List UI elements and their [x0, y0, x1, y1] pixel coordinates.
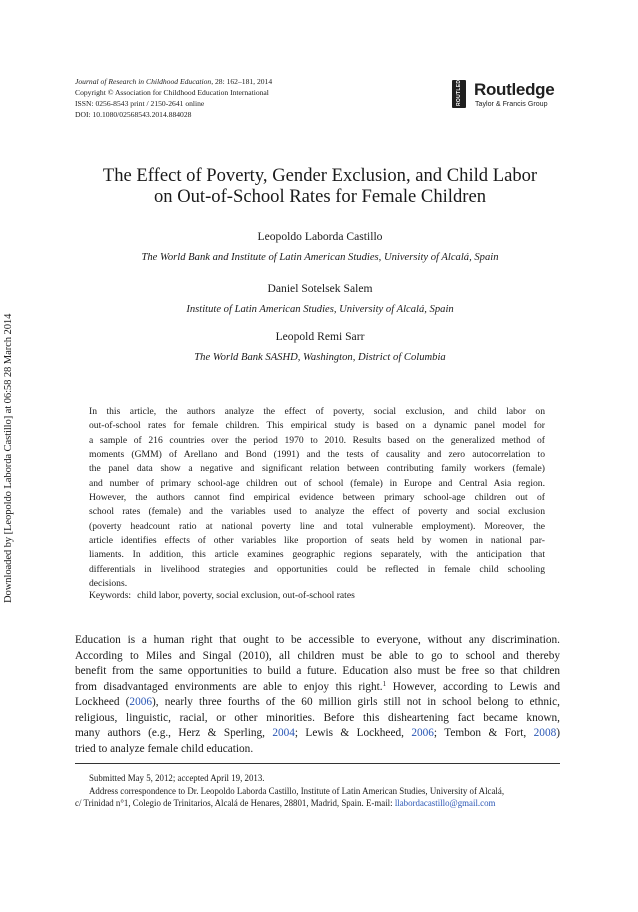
title-line: The Effect of Poverty, Gender Exclusion, and Child Labor	[102, 165, 538, 186]
author-affiliation: The World Bank SASHD, Washington, District of Columbia	[194, 352, 446, 363]
body-line	[75, 680, 560, 696]
author-name: Leopold Remi Sarr	[275, 330, 365, 343]
body-line: tried to analyze female child education.	[75, 742, 254, 755]
email-link[interactable]: llabordacastillo@gmail.com	[394, 798, 496, 809]
citation-link[interactable]: 2004	[272, 727, 295, 739]
abstract-line: and number of primary school-age children out of school (female) in Europe and Central Asia region.	[89, 477, 545, 489]
author-affiliation: Institute of Latin American Studies, University of Alcalá, Spain	[186, 304, 454, 315]
footnote	[75, 772, 560, 810]
body-line	[75, 695, 560, 711]
publisher-name: Routledge	[474, 80, 555, 99]
journal-copyright: Copyright © Association for Childhood Education International	[75, 87, 269, 97]
body-text: Lockheed (	[75, 696, 130, 708]
publisher-logo	[452, 71, 562, 112]
journal-name: Journal of Research in Childhood Education	[75, 77, 212, 86]
abstract-line: article identifies effects of other variables like proportion of seats held by women in national par-	[89, 535, 545, 547]
citation-link[interactable]: 2006	[411, 727, 434, 739]
abstract-line: the panel data show a negative and significant relation between contributing family workers (female)	[89, 463, 545, 475]
address-text: c/ Trinidad n°1, Colegio de Trinitarios, Alcalá de Henares, 28801, Madrid, Spain. E-mail:	[75, 798, 395, 809]
abstract-line: (poverty headcount ratio at national poverty line and total vulnerable employment). Moreover, the	[89, 520, 545, 532]
footnote-divider	[75, 763, 560, 764]
body-text: from disadvantaged environments are able to enjoy this right.	[75, 680, 383, 693]
citation-link[interactable]: 2008	[533, 727, 557, 739]
body-text: ), nearly three fourths of the 60 million girls still not in school belong to ethnic,	[152, 696, 560, 708]
abstract-line: However, the authors cannot find empirical evidence between primary school-age children out of	[89, 492, 545, 504]
article-title	[70, 165, 570, 207]
body-line: According to Miles and Singal (2010), all children must be able to go to school and thereby	[75, 649, 560, 662]
download-watermark: Downloaded by [Leopoldo Laborda Castillo] at 06:58 28 March 2014	[3, 313, 14, 603]
abstract-line: out-of-school rates for female children. This empirical study is based on a dynamic panel model for	[89, 420, 545, 432]
journal-info	[75, 77, 272, 121]
keywords-label: Keywords:	[89, 590, 132, 601]
title-line: on Out-of-School Rates for Female Children	[153, 186, 487, 207]
abstract-line: moments (GMM) of Arellano and Bond (1991) and the tests of causality and zero autocorrelation to	[89, 449, 545, 461]
abstract-line: a sample of 216 countries over the period 1970 to 2010. Results based on the generalized method of	[89, 434, 545, 446]
journal-doi: DOI: 10.1080/02568543.2014.884028	[75, 109, 192, 119]
abstract-line: In this article, the authors analyze the effect of poverty, social exclusion, and child labor on	[89, 406, 545, 417]
author-name: Daniel Sotelsek Salem	[267, 282, 373, 295]
submission-dates: Submitted May 5, 2012; accepted April 19, 2013.	[89, 773, 265, 783]
body-text: ; Lewis & Lockheed,	[294, 727, 412, 739]
body-text: However, according to Lewis and	[386, 680, 561, 693]
body-line	[75, 726, 560, 742]
body-line: religious, linguistic, racial, or other minorities. Before this disheartening fact became known,	[75, 711, 560, 724]
body-line: benefit from the same opportunities to build a future. Education also must be free so that children	[75, 665, 560, 677]
body-paragraph	[75, 633, 560, 757]
abstract-line: liaments. In addition, this article examines geographic regions separately, with the anticipation that	[89, 549, 545, 561]
body-text: )	[556, 727, 560, 739]
abstract-line: differentials in livelihood strategies and opportunities could be reflected in female child schooling	[89, 563, 545, 575]
correspondence-address	[75, 797, 560, 810]
journal-issue: , 28: 162–181, 2014	[211, 77, 273, 86]
author-affiliation: The World Bank and Institute of Latin American Studies, University of Alcalá, Spain	[141, 252, 499, 263]
body-text: ; Tembon & Fort,	[433, 727, 534, 739]
keywords-text: child labor, poverty, social exclusion, out-of-school rates	[137, 590, 355, 601]
logo-spine-text: ROUTLEDGE	[456, 71, 462, 106]
footnote-ref[interactable]: 1	[382, 679, 387, 688]
abstract-line: decisions.	[89, 578, 128, 590]
body-line: Education is a human right that ought to be accessible to everyone, without any discrimination.	[75, 634, 560, 646]
abstract-line: school rates (female) and the variables used to analyze the effect of poverty and social exclusion	[89, 506, 545, 518]
journal-issn: ISSN: 0256-8543 print / 2150-2641 online	[75, 98, 205, 108]
citation-link[interactable]: 2006	[129, 696, 153, 708]
abstract	[89, 405, 545, 591]
publisher-group: Taylor & Francis Group	[475, 100, 548, 108]
keywords	[89, 589, 355, 603]
correspondence-address: Address correspondence to Dr. Leopoldo Laborda Castillo, Institute of Latin American Studies, University of Alcalá,	[89, 785, 505, 796]
routledge-tower-icon	[452, 71, 466, 108]
body-text: many authors (e.g., Herz & Sperling,	[75, 727, 273, 739]
author-name: Leopoldo Laborda Castillo	[257, 230, 383, 243]
